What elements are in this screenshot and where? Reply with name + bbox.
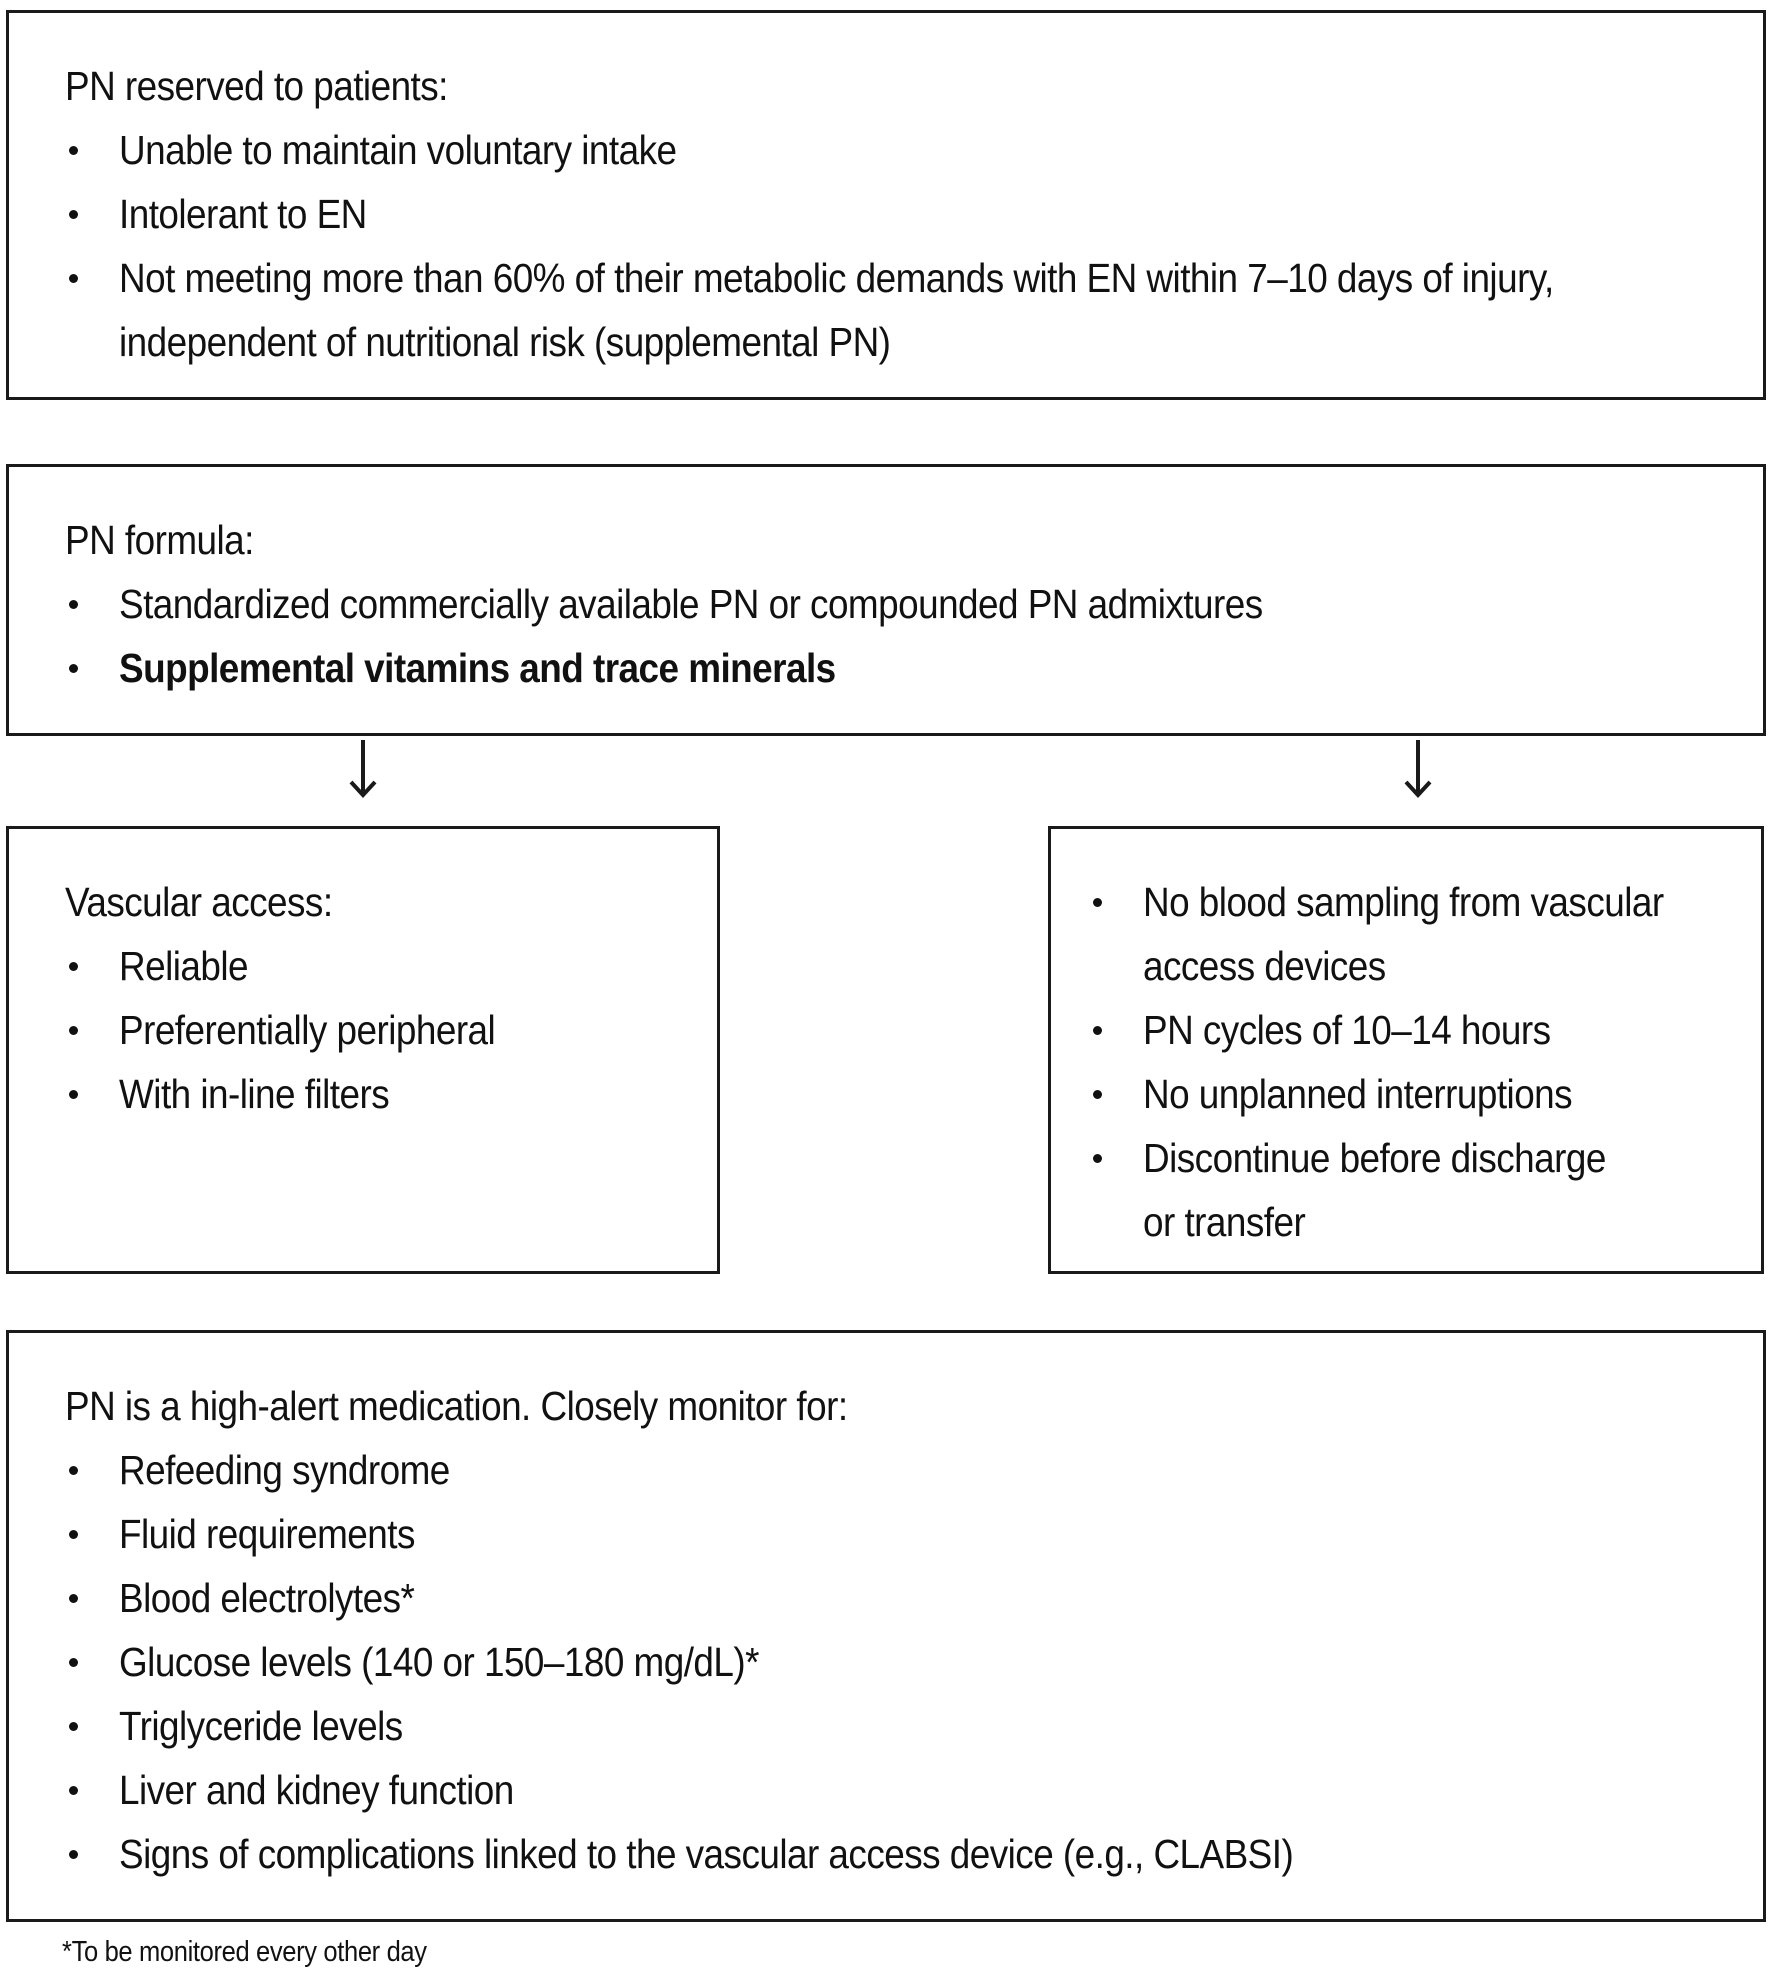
list-item: Glucose levels (140 or 150–180 mg/dL)*	[65, 1630, 1424, 1694]
eligibility-box	[6, 10, 1766, 400]
formula-list	[65, 572, 1390, 700]
administration-list	[1089, 870, 1761, 1254]
list-item: Preferentially peripheral	[65, 998, 537, 1062]
list-item: Intolerant to EN	[65, 182, 1763, 246]
list-item: PN cycles of 10–14 hours	[1089, 998, 1761, 1062]
formula-box	[6, 464, 1766, 736]
down-arrow-icon	[346, 738, 380, 800]
eligibility-list	[65, 118, 1763, 374]
footnote: *To be monitored every other day	[62, 1936, 427, 1968]
list-item: Triglyceride levels	[65, 1694, 1424, 1758]
list-item: Fluid requirements	[65, 1502, 1424, 1566]
vascular-access-heading: Vascular access:	[65, 879, 333, 925]
down-arrow-icon	[1401, 738, 1435, 800]
list-item-continuation: or transfer	[1143, 1199, 1306, 1245]
list-item: Liver and kidney function	[65, 1758, 1424, 1822]
list-item-continuation: independent of nutritional risk (supplemental PN)	[119, 319, 891, 365]
list-item: Not meeting more than 60% of their metabolic demands with EN within 7–10 days of injury, independent of nutritional risk (supplemental PN)	[65, 246, 1763, 374]
list-item: Discontinue before discharge or transfer	[1089, 1126, 1761, 1254]
list-item: Supplemental vitamins and trace minerals	[65, 636, 1390, 700]
list-item: Unable to maintain voluntary intake	[65, 118, 1763, 182]
monitoring-list	[65, 1438, 1424, 1886]
list-item: No unplanned interruptions	[1089, 1062, 1761, 1126]
list-item: Reliable	[65, 934, 537, 998]
list-item: Standardized commercially available PN or compounded PN admixtures	[65, 572, 1390, 636]
list-item-continuation: access devices	[1143, 943, 1386, 989]
list-item: Blood electrolytes*	[65, 1566, 1424, 1630]
list-item: With in-line filters	[65, 1062, 537, 1126]
formula-heading: PN formula:	[65, 517, 254, 563]
administration-box	[1048, 826, 1764, 1274]
list-item: No blood sampling from vascular access devices	[1089, 870, 1761, 998]
eligibility-heading: PN reserved to patients:	[65, 63, 448, 109]
vascular-access-list	[65, 934, 537, 1126]
monitoring-box	[6, 1330, 1766, 1922]
list-item: Signs of complications linked to the vascular access device (e.g., CLABSI)	[65, 1822, 1424, 1886]
list-item: Refeeding syndrome	[65, 1438, 1424, 1502]
vascular-access-box	[6, 826, 720, 1274]
monitoring-heading: PN is a high-alert medication. Closely monitor for:	[65, 1383, 848, 1429]
